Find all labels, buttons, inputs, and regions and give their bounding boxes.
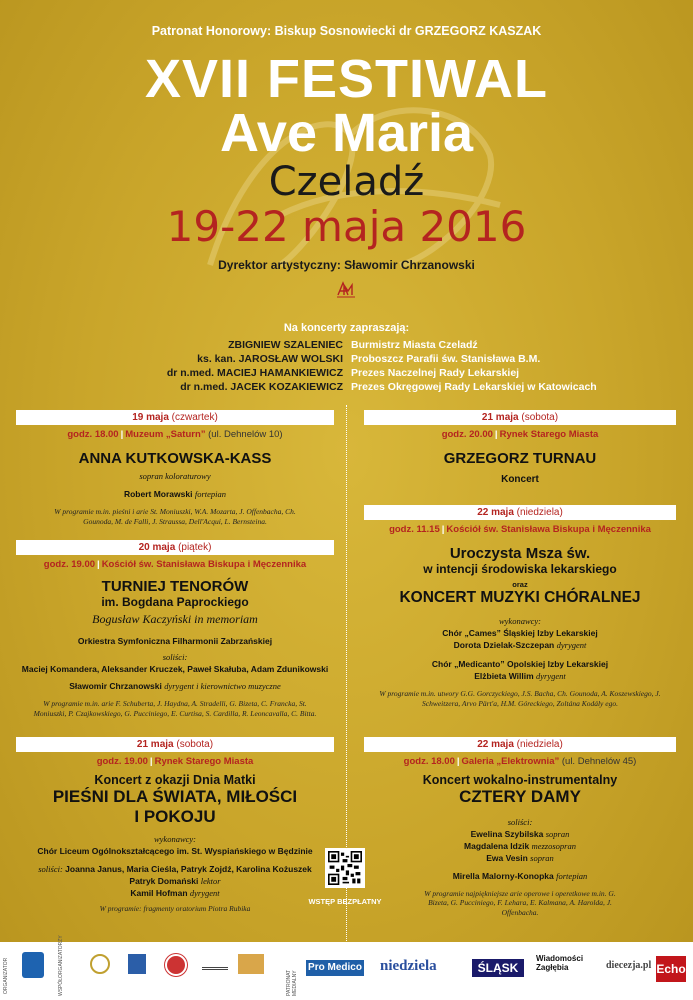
event-date-bar: 22 maja (niedziela) (364, 505, 676, 520)
niedziela-logo: niedziela (380, 958, 437, 974)
event-title: TURNIEJ TENORÓW (101, 578, 249, 595)
event-date-bar: 22 maja (niedziela) (364, 737, 676, 752)
slask-logo: ŚLĄSK (472, 959, 524, 977)
invitees-list (0, 338, 693, 394)
voice-type: sopran koloraturowy (139, 471, 211, 481)
event-subtitle: w intencji środowiska lekarskiego (423, 562, 617, 577)
echo-logo: Echo (656, 956, 686, 982)
event-title: Koncert z okazji Dnia Matki (94, 773, 256, 787)
wiadomosci-logo: Wiadomości Zagłębia (536, 954, 584, 972)
qr-code[interactable] (325, 848, 365, 888)
event-venue-line: godz. 18.00 | Galeria „Elektrownia” (ul. Dehnelów 45) (403, 756, 637, 767)
invitee-name: ZBIGNIEW SZALENIEC (228, 339, 343, 351)
choir-logo-icon (165, 954, 187, 976)
invite-heading: Na koncerty zapraszają: (283, 322, 410, 334)
choir: Chór Liceum Ogólnokształcącego im. St. Wyspiańskiego w Będzinie (37, 846, 313, 857)
galeria-logo-icon (202, 956, 228, 970)
and-word: oraz (512, 580, 528, 590)
soloists-list: Maciej Komandera, Aleksander Kruczek, Paweł Skałuba, Adam Zdunikowski (21, 664, 329, 674)
invitee-row (0, 380, 693, 394)
orchestra: Orkiestra Symfoniczna Filharmonii Zabrzańskiej (77, 636, 273, 646)
soloists-line: soliści: Joanna Janus, Maria Cieśla, Patryk Zojdź, Karolina Kożuszek (38, 864, 312, 875)
memoriam-line: Bogusław Kaczyński in memoriam (92, 612, 258, 626)
festival-subtitle: Ave Maria (219, 103, 474, 163)
program-note: W programie m.in. utwory G.G. Gorczyckiego, J.S. Bacha, Ch. Gounoda, A. Koszewskiego, J. Schweitzera, Arvo Pärt'a, H.M. Góreckiego, Zoltána Kodály ego. (379, 689, 661, 708)
conductor: Sławomir Chrzanowski dyrygent i kierownictwo muzyczne (69, 681, 281, 691)
free-entry: WSTĘP BEZPŁATNY (308, 897, 382, 906)
soloists-label: soliści: (507, 816, 533, 827)
event-title: Koncert wokalno-instrumentalny (422, 773, 618, 787)
sponsor-footer (0, 935, 693, 1000)
event-22-may-galeria (364, 737, 676, 918)
event-date-bar: 21 maja (sobota) (16, 737, 334, 752)
invitee-role: Burmistrz Miasta Czeladź (351, 339, 478, 351)
performer-name: GRZEGORZ TURNAU (443, 450, 597, 467)
invitee-name: dr n.med. JACEK KOZAKIEWICZ (180, 381, 343, 393)
program-note: W programie: fragmenty oratorium Piotra Rubika (99, 904, 251, 914)
performer-name: ANNA KUTKOWSKA-KASS (78, 450, 272, 467)
library-logo-icon (128, 954, 146, 974)
event-date-bar: 19 maja (czwartek) (16, 410, 334, 425)
soloists-label: soliści: (162, 652, 188, 662)
choir-1: Chór „Cames” Śląskiej Izby Lekarskiej (442, 628, 598, 639)
festival-dates: 19-22 maja 2016 (166, 202, 527, 251)
performers-label: wykonawcy: (153, 834, 196, 845)
invitee-name: ks. kan. JAROSŁAW WOLSKI (197, 353, 343, 365)
event-title: Uroczysta Msza św. (449, 545, 591, 562)
event-venue-line: godz. 19.00 | Rynek Starego Miasta (96, 756, 254, 767)
patron-line: Patronat Honorowy: Biskup Sosnowiecki dr GRZEGORZ KASZAK (151, 24, 542, 38)
invitee-row (0, 366, 693, 380)
event-subtitle: im. Bogdana Paprockiego (101, 595, 249, 609)
event-19-may (16, 410, 334, 527)
artistic-director: Dyrektor artystyczny: Sławomir Chrzanowski (218, 258, 475, 272)
event-subtitle-2: I POKOJU (134, 806, 216, 826)
conductor-2: Elżbieta Willim dyrygent (474, 671, 566, 682)
medical-chamber-logo-icon (90, 954, 110, 974)
event-venue-line: godz. 19.00 | Kościół św. Stanisława Biskupa i Męczennika (43, 559, 307, 570)
event-21-may-rynek (16, 737, 334, 914)
am-monogram-icon (336, 279, 356, 299)
event-date-bar: 20 maja (piątek) (16, 540, 334, 555)
event-22-may-mass (364, 505, 676, 709)
invitee-role: Proboszcz Parafii św. Stanisława B.M. (351, 353, 541, 365)
event-kind: Koncert (501, 474, 539, 485)
organizer-label: ORGANIZATOR (3, 957, 9, 994)
choir-2: Chór „Medicanto” Opolskiej Izby Lekarskiej (431, 659, 609, 670)
event-subtitle: PIEŚNI DLA ŚWIATA, MIŁOŚCI (52, 787, 298, 806)
invitee-role: Prezes Okręgowej Rady Lekarskiej w Katowicach (351, 381, 597, 393)
event-subtitle: CZTERY DAMY (459, 787, 581, 806)
event-venue-line: godz. 11.15 | Kościół św. Stanisława Biskupa i Męczennika (389, 524, 651, 535)
media-patron-label: PATRONAT MEDIALNY (286, 969, 298, 996)
accompanist: Robert Morawski fortepian (123, 489, 227, 499)
invitee-row (0, 338, 693, 352)
pianist: Mirella Malorny-Konopka fortepian (452, 870, 588, 881)
event-21-may-turnau (364, 410, 676, 485)
event-20-may (16, 540, 334, 719)
diecezja-logo: diecezja.pl (606, 960, 652, 971)
soloist: Ewa Vesin sopran (486, 852, 554, 863)
soloist: Ewelina Szybilska sopran (470, 828, 570, 839)
city-name: Czeladź (268, 159, 425, 205)
co-organizers-label: WSPÓŁORGANIZATORZY (58, 935, 64, 996)
event-venue-line: godz. 18.00 | Muzeum „Saturn” (ul. Dehnelów 10) (67, 429, 283, 440)
conductor: Kamil Hofman dyrygent (130, 888, 220, 899)
lector: Patryk Domański lektor (129, 876, 221, 887)
event-date-bar: 21 maja (sobota) (364, 410, 676, 425)
program-note: W programie m.in. arie F. Schuberta, J. Haydna, A. Stradelli, G. Bizeta, C. Francka, St. Moniuszki, P. Czajkowskiego, G. Pucciniego, E. Curtisa, S. Cardilla, R. Leoncavalla, C. Bitta. (33, 699, 317, 718)
program-note: W programie m.in. pieśni i arie St. Moniuszki, W.A. Mozarta, J. Offenbacha, Ch. Gounoda, M. de Falli, J. Straussa, Dell'Acqui, L. Bernsteina. (54, 507, 296, 526)
performers-label: wykonawcy: (498, 616, 541, 627)
czeladz-crest-icon (22, 952, 44, 978)
promedico-logo: Pro Medico (306, 960, 364, 976)
invitee-role: Prezes Naczelnej Rady Lekarskiej (351, 367, 520, 379)
invitee-row (0, 352, 693, 366)
event-venue-line: godz. 20.00 | Rynek Starego Miasta (441, 429, 599, 440)
event-subtitle-2: KONCERT MUZYKI CHÓRALNEJ (399, 589, 641, 607)
festival-title: XVII FESTIWAL (144, 49, 549, 109)
soloist: Magdalena Idzik mezzosopran (464, 840, 576, 851)
program-note: W programie najpiękniejsze arie operowe i operetkowe m.in. G. Bizeta, G. Pucciniego, F. Lehara, E. Kalmana, A. Harolda, J. Offenbacha. (424, 888, 616, 918)
invitee-name: dr n.med. MACIEJ HAMANKIEWICZ (166, 367, 343, 379)
museum-logo-icon (238, 954, 264, 974)
conductor-1: Dorota Dzielak-Szczepan dyrygent (453, 640, 587, 651)
